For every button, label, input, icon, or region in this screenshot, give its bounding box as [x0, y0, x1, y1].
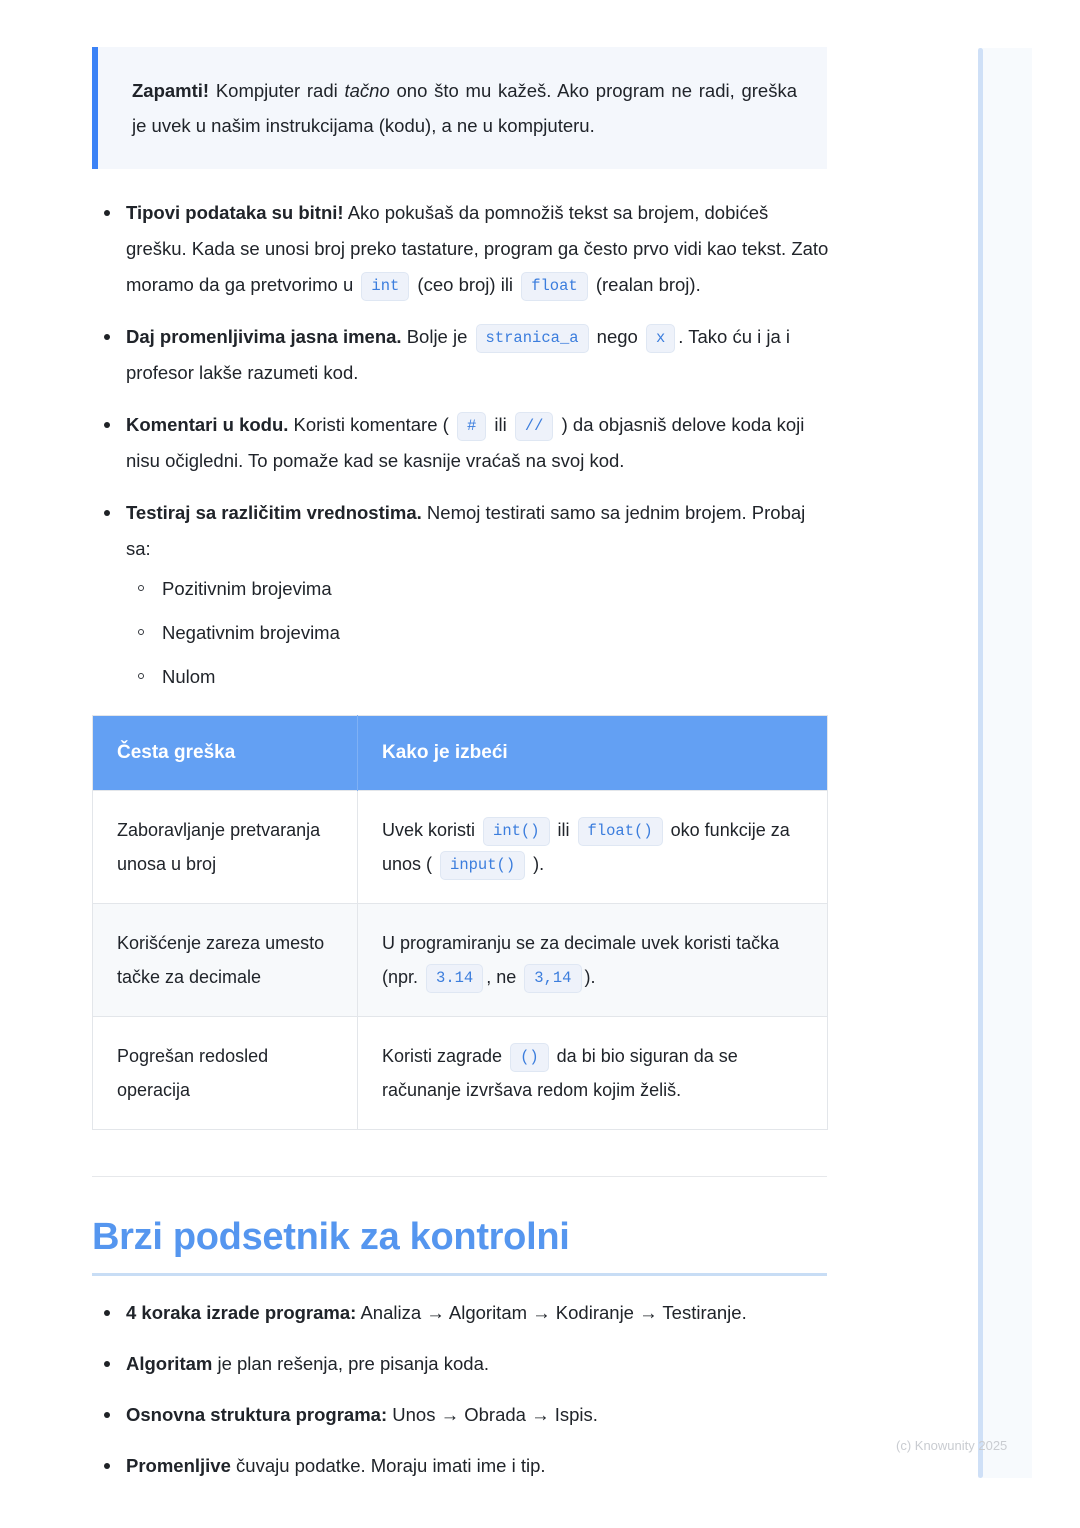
fix-text: ili	[552, 820, 575, 840]
recap-lead: 4 koraka izrade programa:	[126, 1302, 357, 1323]
recap-item-steps	[92, 1298, 832, 1328]
table-cell-fix	[358, 904, 828, 1017]
tip-text: . Tako ću i ja i profesor lakše razumeti kod.	[126, 326, 791, 383]
code-chip-hash: #	[457, 412, 486, 441]
tip-text: (ceo broj) ili	[412, 274, 519, 295]
tip-text: Bolje je	[401, 326, 473, 347]
code-chip-decimal-comma: 3,14	[524, 964, 581, 993]
code-chip-slashes: //	[515, 412, 554, 441]
tip-text: Koristi komentare (	[288, 414, 454, 435]
scrollbar-track[interactable]	[978, 48, 1032, 1478]
copyright-watermark: (c) Knowunity 2025	[896, 1438, 1008, 1453]
callout-text	[132, 73, 797, 143]
tips-list	[92, 195, 832, 693]
recap-lead: Promenljive	[126, 1455, 231, 1476]
callout-text-after: ono što mu kažeš. Ako program ne radi, greška je uvek u našim instrukcijama (kodu), a ne u kompjuteru.	[132, 80, 798, 136]
code-chip-int: int	[361, 272, 409, 301]
tip-lead: Tipovi podataka su bitni!	[126, 202, 344, 223]
sub-list-item: Nulom	[126, 661, 832, 693]
fix-text: oko funkcije za unos (	[382, 820, 790, 874]
table-cell-fix	[358, 791, 828, 904]
fix-text: ).	[584, 967, 596, 987]
recap-list	[92, 1298, 832, 1481]
tip-text: Ako pokušaš da pomnožiš tekst sa brojem, dobićeš grešku. Kada se unosi broj preko tastature, program ga često prvo vidi kao tekst. Zato moramo da ga pretvorimo u	[126, 202, 829, 295]
fix-text: ).	[528, 854, 545, 874]
table-header-mistake: Česta greška	[93, 716, 358, 791]
title-underline	[92, 1273, 827, 1276]
table-row	[93, 791, 828, 904]
table-header-row	[93, 716, 828, 791]
scrollbar-thumb[interactable]	[978, 48, 983, 1478]
tip-text: (realan broj).	[590, 274, 701, 295]
tip-item-comments	[92, 407, 832, 479]
table-cell-mistake: Zaboravljanje pretvaranja unosa u broj	[93, 791, 358, 904]
sub-list-item: Negativnim brojevima	[126, 617, 832, 649]
recap-lead: Osnovna struktura programa:	[126, 1404, 388, 1425]
tip-item-testing	[92, 495, 832, 693]
common-mistakes-table	[92, 715, 828, 1130]
fix-text: Uvek koristi	[382, 820, 481, 840]
tip-text: ili	[489, 414, 512, 435]
recap-text: Analiza → Algoritam → Kodiranje → Testiranje.	[356, 1302, 747, 1323]
table-row	[93, 904, 828, 1017]
tip-lead: Komentari u kodu.	[126, 414, 289, 435]
callout-emphasis: tačno	[344, 80, 390, 101]
code-chip-parentheses: ()	[510, 1043, 549, 1072]
code-chip-stranica-a: stranica_a	[476, 324, 589, 353]
fix-text: Koristi zagrade	[382, 1046, 508, 1066]
sub-list-item: Pozitivnim brojevima	[126, 573, 832, 605]
code-chip-input-call: input()	[440, 851, 525, 880]
code-chip-float: float	[521, 272, 588, 301]
table-cell-mistake: Korišćenje zareza umesto tačke za decimale	[93, 904, 358, 1017]
code-chip-x: x	[646, 324, 675, 353]
table-header-fix: Kako je izbeći	[358, 716, 828, 791]
code-chip-float-call: float()	[578, 817, 663, 846]
recap-text: čuvaju podatke. Moraju imati ime i tip.	[230, 1455, 546, 1476]
tip-text: Nemoj testirati samo sa jednim brojem. Probaj sa:	[126, 502, 806, 559]
recap-item-algorithm	[92, 1349, 832, 1379]
remember-callout	[92, 47, 827, 169]
table-row	[93, 1017, 828, 1130]
recap-text: Unos → Obrada → Ispis.	[387, 1404, 598, 1425]
code-chip-int-call: int()	[483, 817, 550, 846]
document-content	[92, 0, 832, 1502]
tip-lead: Testiraj sa različitim vrednostima.	[126, 502, 422, 523]
callout-lead: Zapamti!	[132, 80, 210, 101]
tip-text: ) da objasniš delove koda koji nisu očigledni. To pomaže kad se kasnije vraćaš na svoj kod.	[126, 414, 805, 471]
table-cell-fix	[358, 1017, 828, 1130]
recap-item-structure	[92, 1400, 832, 1430]
fix-text: , ne	[486, 967, 522, 987]
recap-text: je plan rešenja, pre pisanja koda.	[212, 1353, 489, 1374]
testing-sub-list	[126, 573, 832, 693]
tip-item-data-types	[92, 195, 832, 303]
table-cell-mistake: Pogrešan redosled operacija	[93, 1017, 358, 1130]
code-chip-decimal-point: 3.14	[426, 964, 483, 993]
fix-text: U programiranju se za decimale uvek koristi tačka (npr.	[382, 933, 780, 987]
tip-item-variable-names	[92, 319, 832, 391]
recap-item-variables	[92, 1451, 832, 1481]
section-divider	[92, 1176, 827, 1177]
page-title: Brzi podsetnik za kontrolni	[92, 1216, 570, 1258]
tip-lead: Daj promenljivima jasna imena.	[126, 326, 402, 347]
callout-text-before: Kompjuter radi	[209, 80, 345, 101]
recap-lead: Algoritam	[126, 1353, 213, 1374]
tip-text: nego	[591, 326, 643, 347]
fix-text: da bi bio siguran da se računanje izvršava redom kojim želiš.	[382, 1046, 738, 1100]
